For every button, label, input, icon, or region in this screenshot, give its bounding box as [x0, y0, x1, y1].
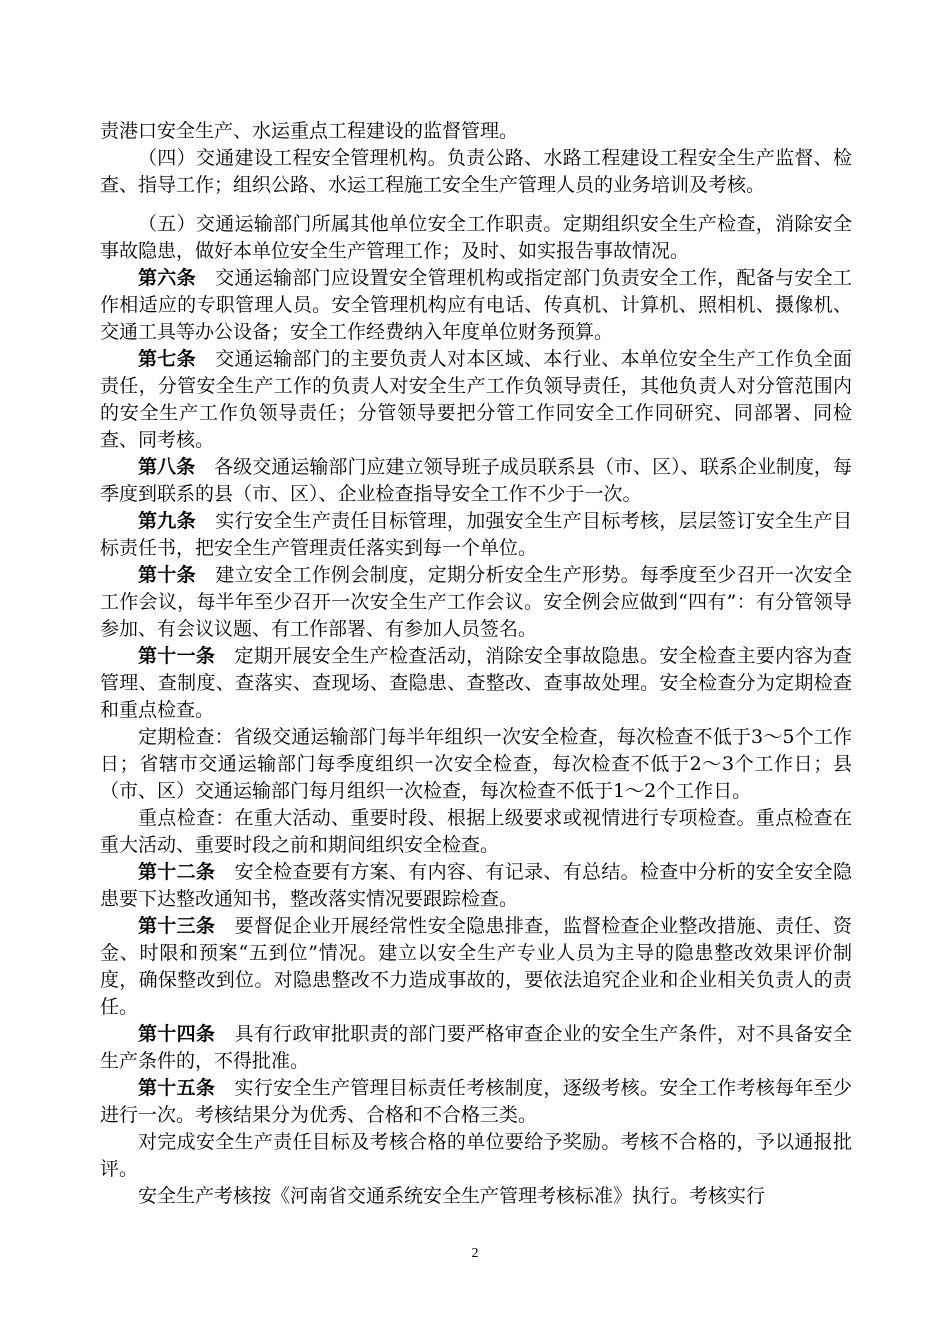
- article-7: [100, 346, 852, 454]
- article-6: [100, 265, 852, 346]
- paragraph-text: 对完成安全生产责任目标及考核合格的单位要给予奖励。考核不合格的，予以通报批评。: [100, 1131, 852, 1180]
- article-8: [100, 454, 852, 508]
- article-heading: 第十五条: [138, 1077, 216, 1099]
- article-13: [100, 913, 852, 1021]
- article-12: [100, 859, 852, 913]
- article-text: 定期开展安全生产检查活动，消除安全事故隐患。安全检查主要内容为查管理、查制度、查落实、查现场、查隐患、查整改、查事故处理。安全检查分为定期检查和重点检查。: [100, 645, 852, 721]
- article-heading: 第八条: [138, 456, 196, 478]
- paragraph-continuation: [100, 118, 852, 145]
- article-heading: 第七条: [138, 348, 196, 370]
- article-text: 具有行政审批职责的部门要严格审查企业的安全生产条件，对不具备安全生产条件的，不得批准。: [100, 1023, 852, 1072]
- paragraph-assessment-standard: [100, 1183, 852, 1210]
- paragraph-text: 责港口安全生产、水运重点工程建设的监督管理。: [100, 120, 519, 142]
- article-text: 实行安全生产管理目标责任考核制度，逐级考核。安全工作考核每年至少进行一次。考核结果分为优秀、合格和不合格三类。: [100, 1077, 852, 1126]
- article-text: 实行安全生产责任目标管理，加强安全生产目标考核，层层签订安全生产目标责任书，把安全生产管理责任落实到每一个单位。: [100, 510, 852, 559]
- article-text: 安全检查要有方案、有内容、有记录、有总结。检查中分析的安全安全隐患要下达整改通知书，整改落实情况要跟踪检查。: [100, 861, 852, 910]
- paragraph-reward: [100, 1129, 852, 1183]
- article-15: [100, 1075, 852, 1129]
- article-text: 要督促企业开展经常性安全隐患排查，监督检查企业整改措施、责任、资金、时限和预案“五到位”情况。建立以安全生产专业人员为主导的隐患整改效果评价制度，确保整改到位。对隐患整改不力造成事故的，要依法追究企业和企业相关负责人的责任。: [100, 915, 852, 1018]
- article-heading: 第十四条: [138, 1023, 216, 1045]
- article-heading: 第六条: [138, 267, 196, 289]
- article-heading: 第十三条: [138, 915, 216, 937]
- paragraph-key-inspection: [100, 805, 852, 859]
- paragraph-text: 安全生产考核按《河南省交通系统安全生产管理考核标准》执行。考核实行: [138, 1185, 766, 1207]
- article-text: 各级交通运输部门应建立领导班子成员联系县（市、区）、联系企业制度，每季度到联系的县（市、区）、企业检查指导安全工作不少于一次。: [100, 456, 852, 505]
- article-10: [100, 562, 852, 643]
- body-text: [100, 118, 852, 1210]
- article-9: [100, 508, 852, 562]
- article-heading: 第十一条: [138, 645, 216, 667]
- paragraph-text: 定期检查：省级交通运输部门每半年组织一次安全检查，每次检查不低于3～5个工作日；省辖市交通运输部门每季度组织一次安全检查，每次检查不低于2～3个工作日；县（市、区）交通运输部门每月组织一次检查，每次检查不低于1～2个工作日。: [100, 726, 852, 802]
- paragraph-text: 重点检查：在重大活动、重要时段、根据上级要求或视情进行专项检查。重点检查在重大活动、重要时段之前和期间组织安全检查。: [100, 807, 852, 856]
- article-text: 交通运输部门应设置安全管理机构或指定部门负责安全工作，配备与安全工作相适应的专职管理人员。安全管理机构应有电话、传真机、计算机、照相机、摄像机、交通工具等办公设备；安全工作经费纳入年度单位财务预算。: [100, 267, 852, 343]
- paragraph-item-5: [100, 211, 852, 265]
- article-11: [100, 643, 852, 724]
- page-number: 2: [471, 1246, 479, 1261]
- paragraph-item-4: [100, 145, 852, 199]
- article-text: 建立安全工作例会制度，定期分析安全生产形势。每季度至少召开一次安全工作会议，每半年至少召开一次安全生产工作会议。安全例会应做到“四有”：有分管领导参加、有会议议题、有工作部署、有参加人员签名。: [100, 564, 852, 640]
- article-14: [100, 1021, 852, 1075]
- article-text: 交通运输部门的主要负责人对本区域、本行业、本单位安全生产工作负全面责任，分管安全生产工作的负责人对安全生产工作负领导责任，其他负责人对分管范围内的安全生产工作负领导责任；分管领导要把分管工作同安全工作同研究、同部署、同检查、同考核。: [100, 348, 852, 451]
- article-heading: 第十二条: [138, 861, 216, 883]
- article-heading: 第九条: [138, 510, 196, 532]
- paragraph-text: （四）交通建设工程安全管理机构。负责公路、水路工程建设工程安全生产监督、检查、指导工作；组织公路、水运工程施工安全生产管理人员的业务培训及考核。: [100, 147, 852, 196]
- paragraph-regular-inspection: [100, 724, 852, 805]
- article-heading: 第十条: [138, 564, 196, 586]
- paragraph-text: （五）交通运输部门所属其他单位安全工作职责。定期组织安全生产检查，消除安全事故隐患，做好本单位安全生产管理工作；及时、如实报告事故情况。: [100, 213, 852, 262]
